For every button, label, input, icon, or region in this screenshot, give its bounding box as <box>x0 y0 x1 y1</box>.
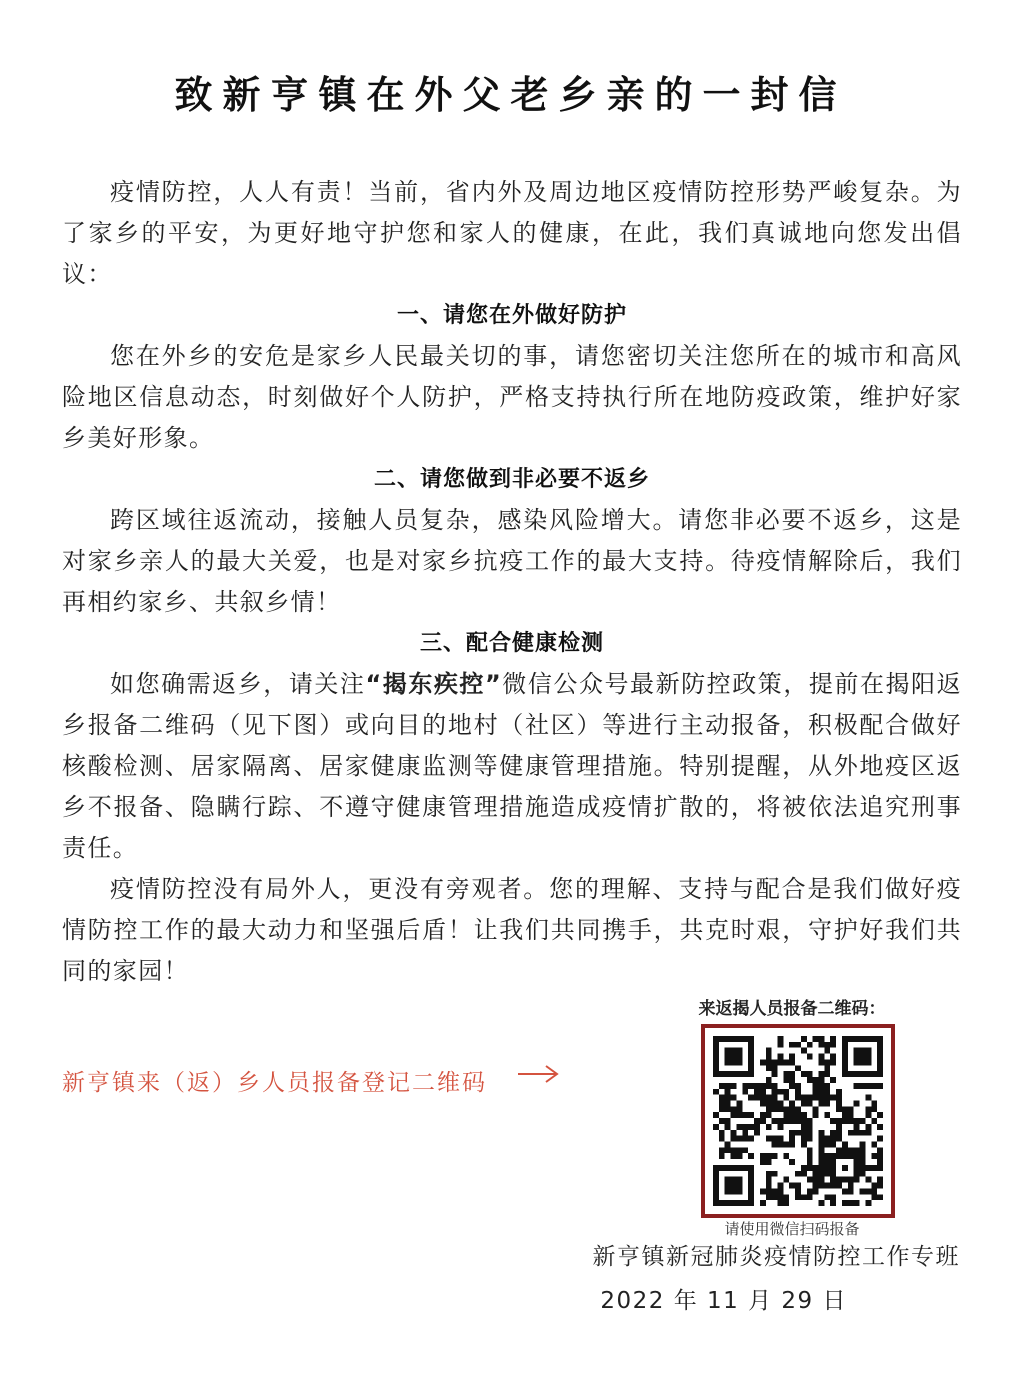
section-2-heading: 二、请您做到非必要不返乡 <box>373 467 650 492</box>
section-3-heading: 三、配合健康检测 <box>419 631 604 656</box>
qr-code-frame[interactable] <box>701 1024 895 1218</box>
wechat-account-name: “揭东疾控” <box>365 670 503 698</box>
section-2-text: 跨区域往返流动，接触人员复杂，感染风险增大。请您非必要不返乡，这是对家乡亲人的最大关爱，也是对家乡抗疫工作的最大支持。待疫情解除后，我们再相约家乡、共叙乡情！ <box>62 506 962 616</box>
section-1-text: 您在外乡的安危是家乡人民最关切的事，请您密切关注您所在的城市和高风险地区信息动态，时刻做好个人防护，严格支持执行所在地防疫政策，维护好家乡美好形象。 <box>62 342 962 452</box>
letter-date: 2022 年 11 月 29 日 <box>600 1288 847 1314</box>
register-qr-label: 新亨镇来（返）乡人员报备登记二维码 <box>62 1070 487 1096</box>
qr-caption-top: 来返揭人员报备二维码： <box>698 999 886 1019</box>
section-3-text <box>62 664 962 869</box>
qr-code-icon[interactable] <box>713 1036 883 1206</box>
letter-body <box>62 172 962 992</box>
right-arrow-icon <box>516 1062 560 1090</box>
qr-caption-bottom: 请使用微信扫码报备 <box>724 1220 860 1238</box>
section-1-heading: 一、请您在外做好防护 <box>396 303 627 328</box>
page-title: 致新亨镇在外父老乡亲的一封信 <box>174 73 847 117</box>
section-3-text-after: 微信公众号最新防控政策，提前在揭阳返乡报备二维码（见下图）或向目的地村（社区）等进行主动报备，积极配合做好核酸检测、居家隔离、居家健康监测等健康管理措施。特别提醒，从外地疫区返乡不报备、隐瞒行踪、不遵守健康管理措施造成疫情扩散的，将被依法追究刑事责任。 <box>62 670 962 862</box>
signature: 新亨镇新冠肺炎疫情防控工作专班 <box>592 1244 960 1270</box>
intro-paragraph: 疫情防控，人人有责！当前，省内外及周边地区疫情防控形势严峻复杂。为了家乡的平安，为更好地守护您和家人的健康，在此，我们真诚地向您发出倡议： <box>62 178 962 288</box>
closing-paragraph: 疫情防控没有局外人，更没有旁观者。您的理解、支持与配合是我们做好疫情防控工作的最大动力和坚强后盾！让我们共同携手，共克时艰，守护好我们共同的家园！ <box>62 875 962 985</box>
section-3-text-before: 如您确需返乡，请关注 <box>110 670 366 698</box>
